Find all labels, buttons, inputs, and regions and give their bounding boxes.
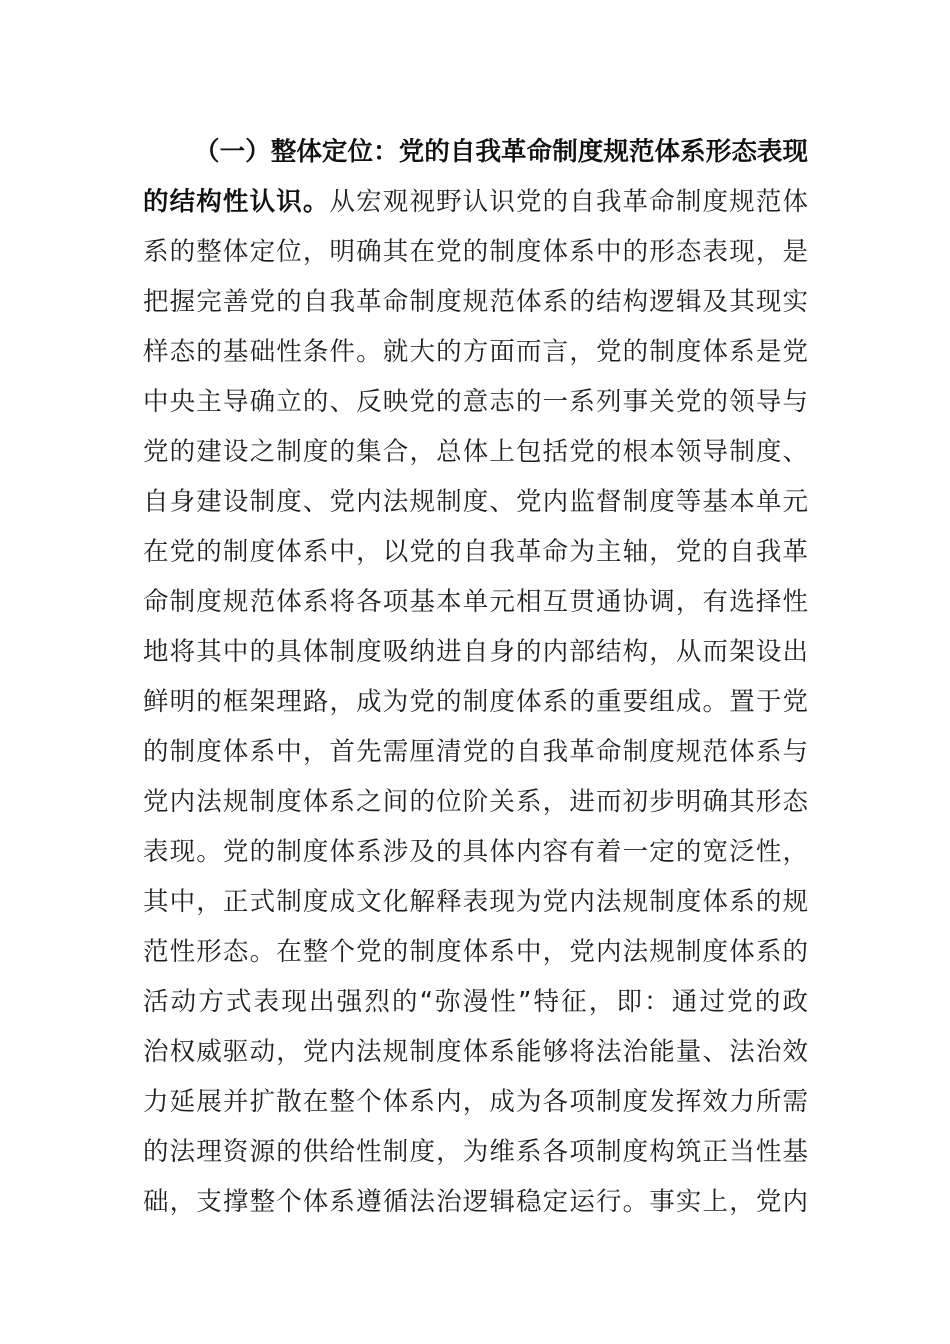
text-line: 党的建设之制度的集合，总体上包括党的根本领导制度、 [143,437,808,467]
text-line: 活动方式表现出强烈的“弥漫性”特征，即：通过党的政 [143,987,808,1017]
section-heading: （一）整体定位：党的自我革命制度规范体系形态表现 [194,137,808,167]
text-line: 命制度规范体系将各项基本单元相互贯通协调，有选择性 [143,587,808,617]
text-line: 其中，正式制度成文化解释表现为党内法规制度体系的规 [143,887,808,917]
text-line: 的制度体系中，首先需厘清党的自我革命制度规范体系与 [143,737,808,767]
text-line: 中央主导确立的、反映党的意志的一系列事关党的领导与 [143,387,808,417]
section-heading-end: 的结构性认识。 [143,187,330,217]
text-line: 地将其中的具体制度吸纳进自身的内部结构，从而架设出 [143,637,808,667]
text-line: 础，支撑整个体系遵循法治逻辑稳定运行。事实上，党内 [143,1187,808,1217]
text-line-1 [143,127,808,177]
text-line: 范性形态。在整个党的制度体系中，党内法规制度体系的 [143,937,808,967]
text-line: 表现。党的制度体系涉及的具体内容有着一定的宽泛性， [143,837,808,867]
text-line-2-rest: 从宏观视野认识党的自我革命制度规范体 [329,187,808,217]
text-line: 样态的基础性条件。就大的方面而言，党的制度体系是党 [143,337,808,367]
text-line: 在党的制度体系中，以党的自我革命为主轴，党的自我革 [143,537,808,567]
text-line: 系的整体定位，明确其在党的制度体系中的形态表现，是 [143,237,808,267]
text-line-2 [143,177,808,227]
text-line: 党内法规制度体系之间的位阶关系，进而初步明确其形态 [143,787,808,817]
text-line: 力延展并扩散在整个体系内，成为各项制度发挥效力所需 [143,1087,808,1117]
body-paragraph [143,127,808,1227]
text-line: 把握完善党的自我革命制度规范体系的结构逻辑及其现实 [143,287,808,317]
text-line: 鲜明的框架理路，成为党的制度体系的重要组成。置于党 [143,687,808,717]
text-line: 的法理资源的供给性制度，为维系各项制度构筑正当性基 [143,1137,808,1167]
text-line: 自身建设制度、党内法规制度、党内监督制度等基本单元 [143,487,808,517]
text-line: 治权威驱动，党内法规制度体系能够将法治能量、法治效 [143,1037,808,1067]
